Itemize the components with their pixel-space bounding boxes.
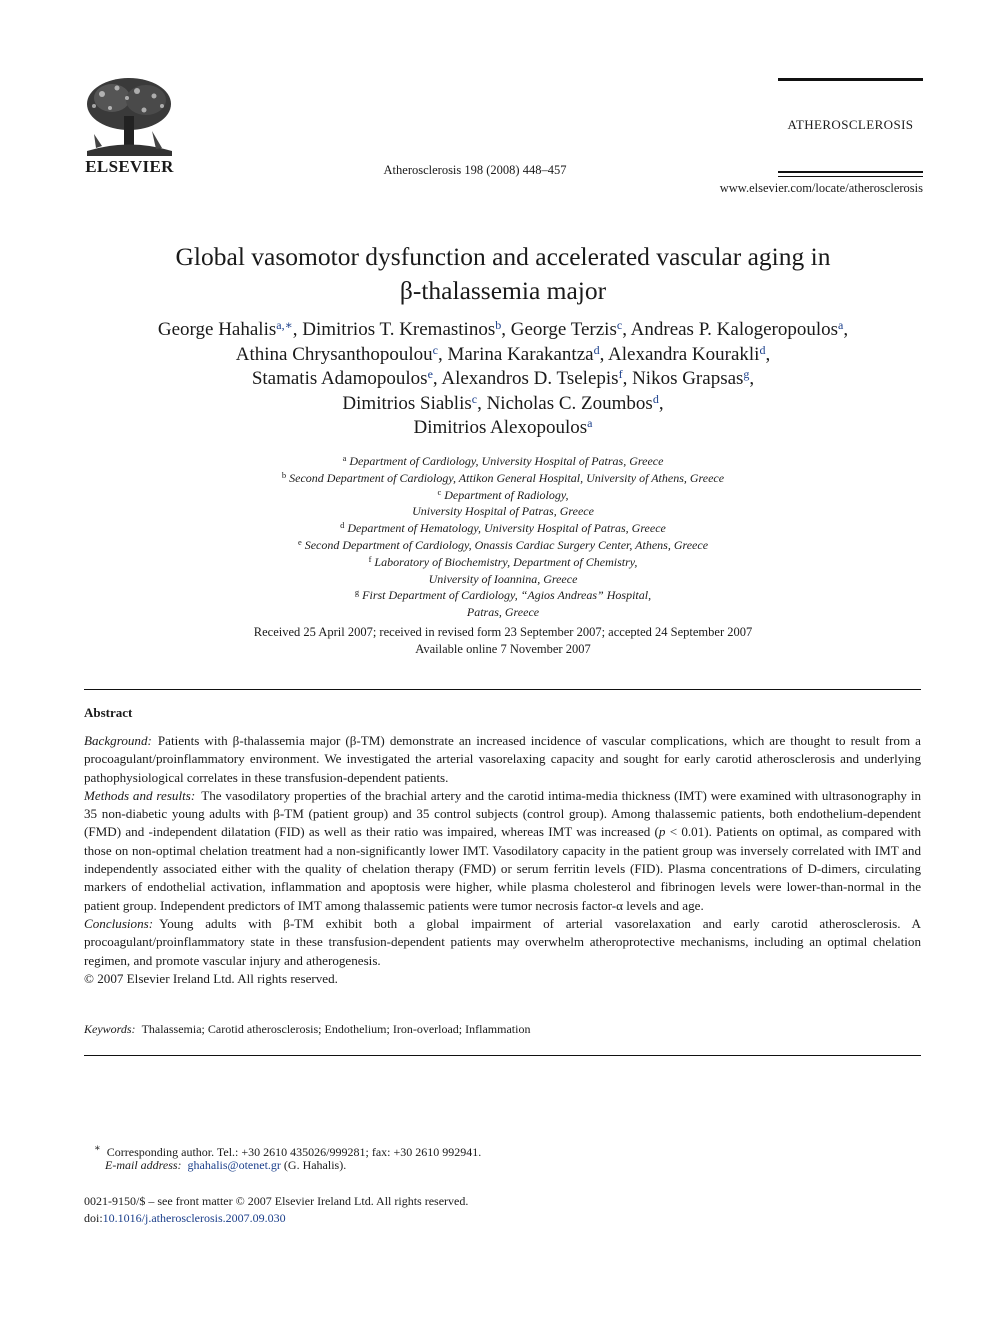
received-dates: Received 25 April 2007; received in revised form 23 September 2007; accepted 24 September 2007 bbox=[253, 625, 753, 639]
article-dates bbox=[86, 624, 920, 658]
doi-prefix: doi: bbox=[84, 1211, 103, 1225]
author-name: Andreas P. Kalogeropoulos bbox=[630, 319, 839, 340]
author-name: George Hahalis bbox=[157, 319, 277, 340]
affiliation-e: $^e$ Second Department of Cardiology, Onassis Cardiac Surgery Center, Athens, Greece bbox=[297, 536, 709, 552]
author-name: George Terzis bbox=[510, 319, 617, 340]
affiliation-b: $^b$ Second Department of Cardiology, Attikon General Hospital, University of Athens, Greece bbox=[281, 469, 725, 485]
journal-url-link[interactable]: www.elsevier.com/locate/atherosclerosis bbox=[719, 181, 923, 195]
author-affiliation-link[interactable]: a,∗ bbox=[276, 318, 293, 332]
online-date: Available online 7 November 2007 bbox=[415, 642, 591, 656]
author-line bbox=[86, 343, 920, 368]
author-name: Dimitrios Siablis bbox=[342, 392, 472, 414]
author-name: Nikos Grapsas bbox=[632, 368, 744, 389]
header-rule-bottom-thin bbox=[778, 176, 923, 177]
author-name: Dimitrios T. Kremastinos bbox=[302, 319, 496, 340]
author-name: Nicholas C. Zoumbos bbox=[486, 392, 653, 414]
header-rule-bottom bbox=[778, 171, 923, 173]
keywords-text: Thalassemia; Carotid atherosclerosis; Endothelium; Iron-overload; Inflammation bbox=[141, 1022, 531, 1036]
front-matter: 0021-9150/$ – see front matter © 2007 Elsevier Ireland Ltd. All rights reserved. bbox=[84, 1194, 469, 1208]
author-name: Athina Chrysanthopoulou bbox=[235, 343, 433, 365]
author-separator: , bbox=[843, 319, 849, 340]
abstract-conclusions bbox=[84, 915, 921, 970]
abstract-rule-bottom bbox=[84, 1055, 921, 1056]
author-separator: , bbox=[432, 368, 442, 389]
abstract-body bbox=[84, 732, 921, 988]
title-line-1: Global vasomotor dysfunction and accelerated vascular aging in bbox=[175, 242, 831, 271]
header-rule-top bbox=[778, 78, 923, 81]
background-label: Background: bbox=[84, 733, 152, 748]
abstract-rule-top bbox=[84, 689, 921, 690]
p-value-symbol: p bbox=[658, 824, 666, 840]
conclusions-label: Conclusions: bbox=[84, 915, 154, 931]
doi-link[interactable]: 10.1016/j.atherosclerosis.2007.09.030 bbox=[102, 1211, 286, 1225]
author-affiliation-link[interactable]: g bbox=[743, 367, 750, 381]
journal-citation: Atherosclerosis 198 (2008) 448–457 bbox=[383, 163, 567, 177]
author-affiliation-link[interactable]: a bbox=[838, 318, 844, 332]
author-affiliation-link[interactable]: a bbox=[587, 416, 593, 430]
author-separator: , bbox=[622, 368, 633, 389]
keywords bbox=[84, 1022, 921, 1037]
author-name: Dimitrios Alexopoulos bbox=[413, 417, 588, 438]
methods-label: Methods and results: bbox=[84, 787, 196, 803]
doi-line bbox=[84, 1210, 784, 1227]
author-separator: , bbox=[749, 368, 755, 389]
author-affiliation-link[interactable]: c bbox=[616, 318, 623, 332]
author-affiliation-link[interactable]: d bbox=[759, 342, 766, 357]
keywords-label: Keywords: bbox=[84, 1022, 136, 1036]
author-affiliation-link[interactable]: c bbox=[432, 342, 438, 357]
abstract-methods bbox=[84, 787, 921, 915]
affiliation-f: $^f$ Laboratory of Biochemistry, Department of Chemistry, bbox=[368, 553, 638, 569]
author-name: Marina Karakantza bbox=[447, 343, 594, 365]
author-name: Stamatis Adamopoulos bbox=[251, 368, 428, 389]
email-label: E-mail address: bbox=[105, 1158, 182, 1172]
conclusions-text: Young adults with β-TM exhibit both a global impairment of arterial vasorelaxation and early carotid atherosclerosis. A procoagulant/proinflammatory state in these transfusion-dependent patients may overwhelm atheroprotective mechanisms, including an optimal chelation regimen, and promote vascular injury and atherogenesis. bbox=[84, 915, 921, 968]
affiliation-c-line2: University Hospital of Patras, Greece bbox=[412, 504, 594, 519]
author-separator: , bbox=[765, 343, 771, 365]
author-separator: , bbox=[292, 319, 303, 340]
affiliation-f-line2: University of Ioannina, Greece bbox=[428, 571, 578, 586]
author-affiliation-link[interactable]: f bbox=[618, 367, 623, 381]
author-separator: , bbox=[599, 343, 609, 365]
publisher-name: ELSEVIER bbox=[85, 157, 174, 176]
author-separator: , bbox=[622, 319, 631, 340]
author-affiliation-link[interactable]: c bbox=[471, 391, 478, 406]
author-line bbox=[86, 367, 920, 392]
abstract-heading: Abstract bbox=[84, 705, 133, 720]
corresponding-mark: ∗ bbox=[94, 1143, 101, 1154]
methods-text: The vasodilatory properties of the brachial artery and the carotid intima-media thickness (IMT) were examined with ultrasonography in 35 non-diabetic young adults with β-TM (patient group) and 35 control subjects (control group). Among thalassemic patients, both endothelium-dependent (FMD) and -independent dilatation (FID) as well as their ratio was impaired, whereas IMT was increased ( bbox=[84, 787, 922, 840]
affiliation-g: $^g$ First Department of Cardiology, “Agios Andreas” Hospital, bbox=[354, 587, 652, 603]
author-line bbox=[86, 392, 920, 417]
affiliation-d: $^d$ Department of Hematology, University Hospital of Patras, Greece bbox=[340, 520, 666, 536]
author-separator: , bbox=[477, 392, 487, 414]
background-text: Patients with β-thalassemia major (β-TM) demonstrate an increased incidence of vascular complications, which are thought to result from a procoagulant/proinflammatory environment. We investigated the arterial vasorelaxing capacity and sought for early carotid atherosclerosis and underlying pathophysiological correlates in these transfusion-dependent patients. bbox=[84, 733, 921, 785]
affiliation-c: $^c$ Department of Radiology, bbox=[437, 486, 569, 502]
author-separator: , bbox=[658, 392, 664, 414]
title-line-2: β-thalassemia major bbox=[399, 276, 607, 305]
article-title bbox=[86, 240, 920, 308]
author-separator: , bbox=[437, 343, 448, 365]
corresponding-text: Corresponding author. Tel.: +30 2610 435026/999281; fax: +30 2610 992941. bbox=[106, 1145, 482, 1159]
affiliation-g-line2: Patras, Greece bbox=[466, 605, 540, 620]
author-line bbox=[86, 318, 920, 343]
author-affiliation-link[interactable]: b bbox=[495, 318, 502, 332]
author-list bbox=[86, 318, 920, 441]
author-affiliation-link[interactable]: d bbox=[593, 342, 600, 357]
abstract-background bbox=[84, 732, 921, 787]
affiliation-list bbox=[86, 453, 920, 621]
author-name: Alexandros D. Tselepis bbox=[441, 368, 619, 389]
author-affiliation-link[interactable]: e bbox=[427, 367, 433, 381]
email-owner: (G. Hahalis). bbox=[283, 1158, 347, 1172]
abstract-copyright: © 2007 Elsevier Ireland Ltd. All rights reserved. bbox=[84, 970, 338, 986]
author-separator: , bbox=[501, 319, 511, 340]
journal-name: ATHEROSCLEROSIS bbox=[787, 117, 914, 132]
email-link[interactable]: ghahalis@otenet.gr bbox=[187, 1158, 281, 1172]
author-line bbox=[86, 416, 920, 441]
methods-text-continued: < 0.01). Patients on optimal, as compared with those on non-optimal chelation treatment had a non-significantly lower IMT. Vasodilatory capacity in the patient group was inversely correlated with IMT and independently associated either with the quality of chelation therapy (FMD) or serum ferritin levels (FID). Plasma concentrations of D-dimers, circulating markers of endothelial activation, inflammation and apoptosis were higher, while plasma cholesterol and fibrinogen levels were lower-than-normal in the patient group. Independent predictors of IMT among thalassemic patients were tumor necrosis factor-α levels and age. bbox=[84, 824, 921, 913]
affiliation-a: $^a$ Department of Cardiology, University Hospital of Patras, Greece bbox=[342, 453, 664, 468]
email-footnote bbox=[105, 1157, 705, 1174]
author-name: Alexandra Kourakli bbox=[608, 343, 760, 365]
author-affiliation-link[interactable]: d bbox=[652, 391, 659, 406]
